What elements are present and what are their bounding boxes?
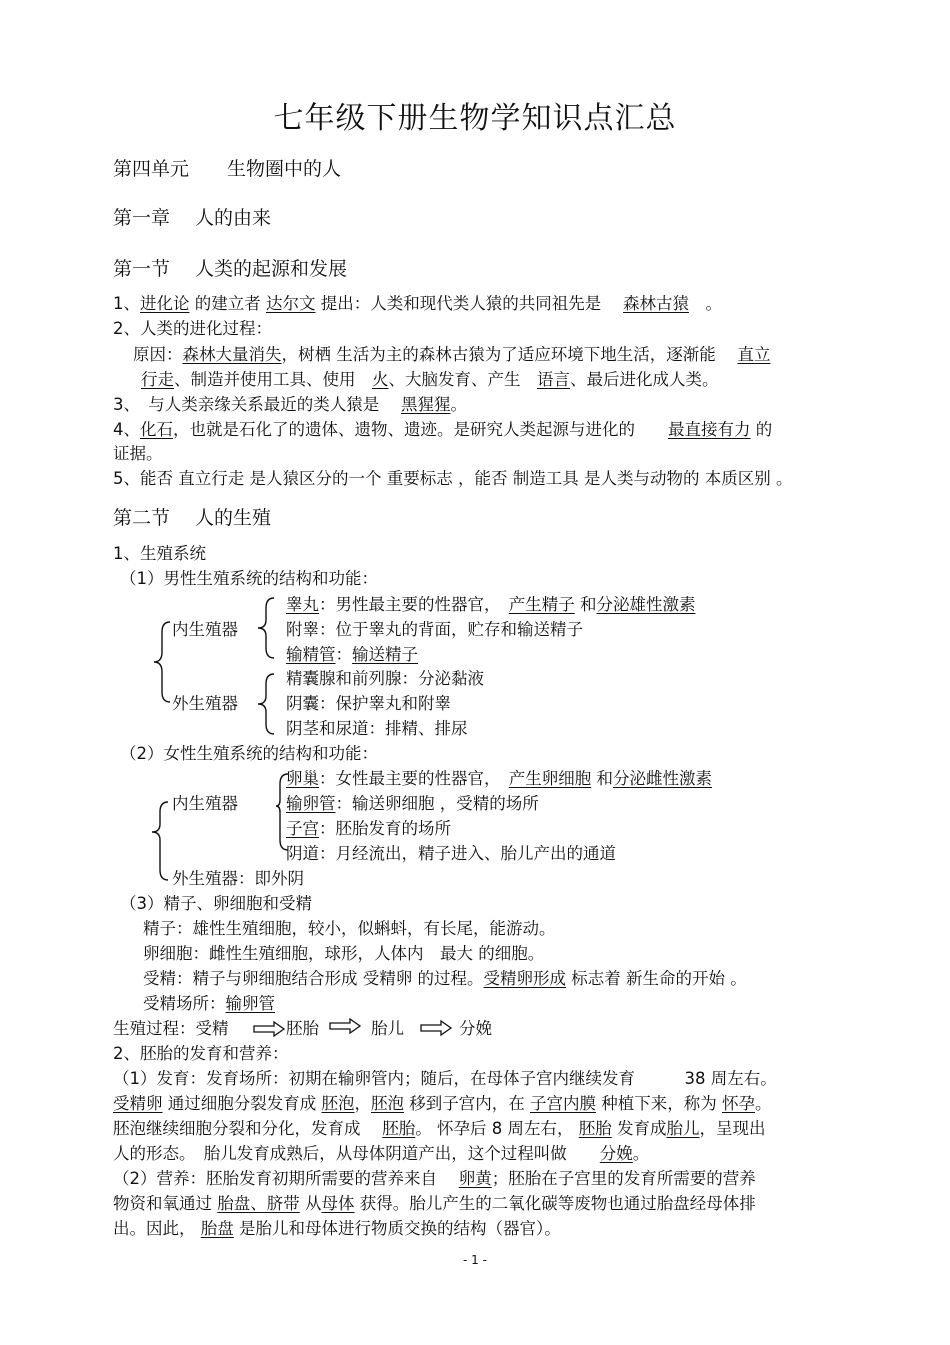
fertilization-line: 受精：精子与卵细胞结合形成 受精卵 的过程。受精卵形成 标志着 新生命的开始 。 bbox=[143, 969, 747, 988]
male-penis-row: 阴茎和尿道：排精、排尿 bbox=[286, 719, 468, 738]
male-vas-row: 输精管：输送精子 bbox=[286, 645, 418, 664]
s1-point-1: 1、进化论 的建立者 达尔文 提出：人类和现代类人猿的共同祖先是 森林古猿 。 bbox=[113, 294, 722, 313]
process-label: 生殖过程：受精 bbox=[113, 1019, 229, 1038]
male-testis-row: 睾丸：男性最主要的性器官， 产生精子 和分泌雄性激素 bbox=[286, 595, 696, 614]
egg-line: 卵细胞：雌性生殖细胞，球形，人体内 最大 的细胞。 bbox=[143, 944, 545, 963]
process-step-embryo: 胚胎 bbox=[286, 1019, 319, 1038]
development-heading: 2、胚胎的发育和营养： bbox=[113, 1044, 289, 1063]
male-system-heading: （1）男性生殖系统的结构和功能： bbox=[120, 569, 378, 588]
s1-point-4b: 证据。 bbox=[113, 444, 163, 463]
female-outer-label: 外生殖器：即外阴 bbox=[172, 869, 304, 888]
male-epididymis-row: 附睾：位于睾丸的背面，贮存和输送精子 bbox=[286, 620, 583, 639]
s1-point-3: 3、 与人类亲缘关系最近的类人猿是 黑猩猩。 bbox=[113, 395, 467, 414]
female-system-heading: （2）女性生殖系统的结构和功能： bbox=[120, 744, 378, 763]
section-2-heading: 第二节 人的生殖 bbox=[113, 507, 272, 529]
female-uterus-row: 子宫：胚胎发育的场所 bbox=[286, 819, 451, 838]
page-number: - 1 - bbox=[463, 1253, 487, 1267]
s2-reproductive-system: 1、生殖系统 bbox=[113, 544, 206, 563]
male-outer-label: 外生殖器 bbox=[172, 694, 238, 713]
female-vagina-row: 阴道：月经流出，精子进入、胎儿产出的通道 bbox=[286, 844, 616, 863]
fertilization-site-line: 受精场所：输卵管 bbox=[143, 994, 275, 1013]
process-step-birth: 分娩 bbox=[459, 1019, 492, 1038]
female-inner-label: 内生殖器 bbox=[172, 794, 238, 813]
s1-point-2b: 行走、制造并使用工具、使用 火、大脑发育、产生 语言、最后进化成人类。 bbox=[141, 370, 719, 389]
development-line-1: （1）发育：发育场所：初期在输卵管内；随后，在母体子宫内继续发育 38 周左右。 bbox=[113, 1069, 777, 1088]
nutrition-line-1: （2）营养：胚胎发育初期所需要的营养来自 卵黄；胚胎在子宫里的发育所需要的营养 bbox=[113, 1169, 756, 1188]
development-line-2: 受精卵 通过细胞分裂发育成 胚泡，胚泡 移到子宫内，在 子宫内膜 种植下来，称为 怀孕。 bbox=[113, 1094, 772, 1113]
male-inner-label: 内生殖器 bbox=[172, 620, 238, 639]
s1-point-2a: 原因：森林大量消失，树栖 生活为主的森林古猿为了适应环境下地生活，逐渐能 直立 bbox=[133, 345, 771, 364]
male-brace-diagram bbox=[148, 592, 288, 742]
nutrition-line-2: 物资和氧通过 胎盘、脐带 从母体 获得。胎儿产生的二氧化碳等废物也通过胎盘经母体排 bbox=[113, 1194, 756, 1213]
s1-point-4a: 4、化石，也就是石化了的遗体、遗物、遗迹。是研究人类起源与进化的 最直接有力 的 bbox=[113, 420, 773, 439]
s1-point-5: 5、能否 直立行走 是人猿区分的一个 重要标志 ，能否 制造工具 是人类与动物的 本质区别 。 bbox=[113, 469, 793, 488]
s1-point-2: 2、人类的进化过程： bbox=[113, 319, 272, 338]
sperm-line: 精子：雄性生殖细胞，较小，似蝌蚪，有长尾，能游动。 bbox=[143, 919, 556, 938]
unit-heading: 第四单元 生物圈中的人 bbox=[113, 158, 342, 180]
development-line-4: 人的形态。 胎儿发育成熟后，从母体阴道产出，这个过程叫做 分娩。 bbox=[113, 1144, 650, 1163]
male-gland-row: 精囊腺和前列腺：分泌黏液 bbox=[286, 669, 484, 688]
fertilization-heading: （3）精子、卵细胞和受精 bbox=[120, 894, 312, 913]
arrow-icon bbox=[419, 1018, 453, 1038]
female-oviduct-row: 输卵管：输送卵细胞 ，受精的场所 bbox=[286, 794, 539, 813]
arrow-icon bbox=[252, 1019, 286, 1039]
arrow-icon bbox=[328, 1016, 362, 1036]
page-title: 七年级下册生物学知识点汇总 bbox=[273, 101, 677, 136]
section-1-heading: 第一节 人类的起源和发展 bbox=[113, 258, 348, 280]
male-scrotum-row: 阴囊：保护睾丸和附睾 bbox=[286, 694, 451, 713]
development-line-3: 胚泡继续细胞分裂和分化，发育成 胚胎。 怀孕后 8 周左右， 胚胎 发育成胎儿，呈现出 bbox=[113, 1119, 766, 1138]
chapter-heading: 第一章 人的由来 bbox=[113, 207, 272, 229]
female-ovary-row: 卵巢：女性最主要的性器官， 产生卵细胞 和分泌雌性激素 bbox=[286, 769, 712, 788]
nutrition-line-3: 出。因此， 胎盘 是胎儿和母体进行物质交换的结构（器官）。 bbox=[113, 1219, 561, 1238]
process-step-fetus: 胎儿 bbox=[371, 1019, 404, 1038]
